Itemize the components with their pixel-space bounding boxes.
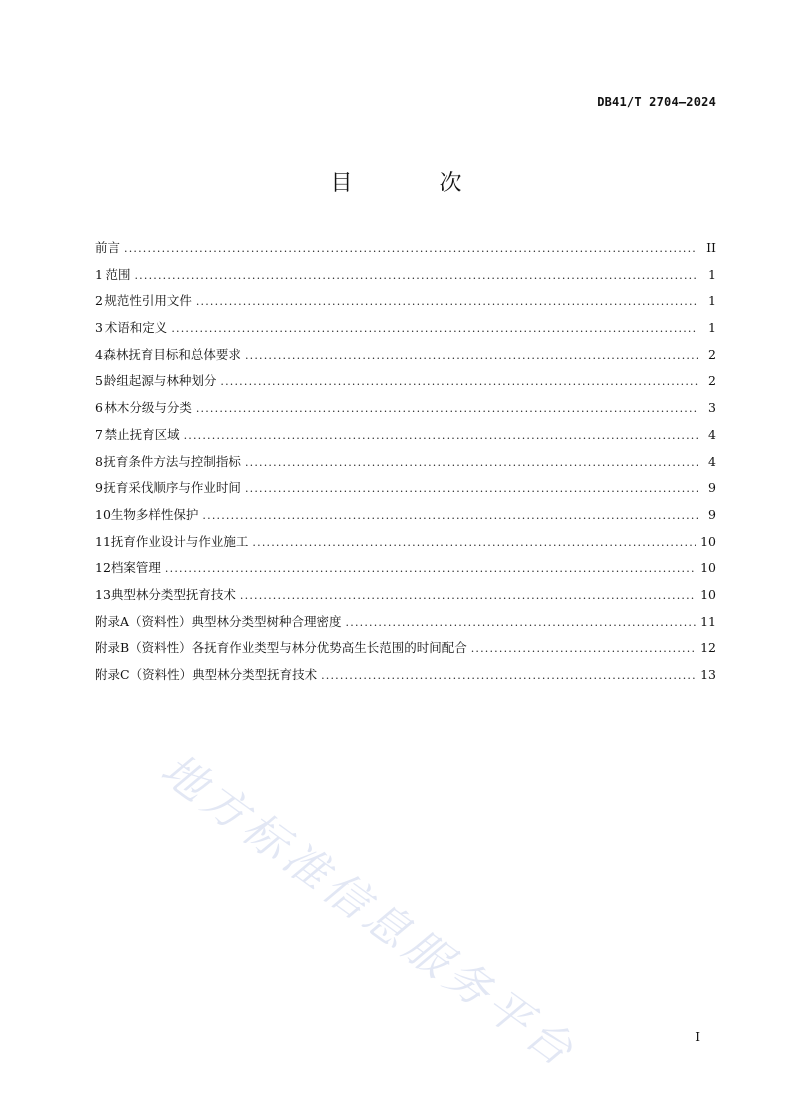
page-number: I — [695, 1030, 700, 1044]
toc-entry-page: 9 — [708, 480, 716, 496]
toc-entry[interactable] — [95, 425, 716, 452]
toc-entry-label: 各抚育作业类型与林分优势高生长范围的时间配合 — [191, 640, 467, 656]
toc-entry-page: 1 — [708, 320, 716, 336]
toc-entry-label: 森林抚育目标和总体要求 — [103, 346, 241, 362]
toc-entry-page: 10 — [700, 586, 716, 602]
toc-entry-page: 9 — [708, 506, 716, 522]
dot-leader — [165, 562, 696, 575]
toc-entry[interactable] — [95, 398, 716, 425]
dot-leader — [252, 536, 696, 549]
toc-entry-number: 3 — [95, 320, 103, 336]
toc-entry-number: 附录B（资料性） — [95, 640, 192, 656]
toc-entry-page: 1 — [708, 293, 716, 309]
dot-leader — [184, 429, 698, 442]
dot-leader — [171, 322, 698, 335]
toc-entry-label: 抚育采伐顺序与作业时间 — [103, 480, 241, 496]
toc-entry-label: 规范性引用文件 — [104, 293, 192, 309]
dot-leader — [202, 509, 698, 522]
toc-entry-page: 10 — [700, 560, 716, 576]
toc-entry-number: 5 — [95, 373, 103, 389]
toc-entry-page: 3 — [708, 400, 716, 416]
toc-entry-page: 4 — [708, 453, 716, 469]
toc-entry-page: 10 — [700, 533, 716, 549]
toc-entry-label: 禁止抚育区域 — [104, 426, 180, 442]
dot-leader — [245, 349, 698, 362]
watermark: 地方标准信息服务平台 — [151, 743, 587, 1080]
dot-leader — [471, 642, 696, 655]
toc-entry-label: 生物多样性保护 — [110, 506, 199, 522]
toc-entry[interactable] — [95, 638, 716, 665]
toc-entry-label: 典型林分类型抚育技术 — [110, 586, 236, 602]
toc-entry-label: 抚育条件方法与控制指标 — [103, 453, 241, 469]
toc-entry[interactable] — [95, 265, 716, 292]
toc-entry[interactable] — [95, 532, 716, 559]
toc-entry[interactable] — [95, 238, 716, 265]
toc-entry-number: 4 — [95, 346, 103, 362]
page-title: 目 次 — [330, 171, 502, 196]
toc-entry-label: 林木分级与分类 — [104, 400, 192, 416]
toc-entry-number: 6 — [95, 400, 103, 416]
dot-leader — [321, 669, 696, 682]
dot-leader — [245, 456, 698, 469]
toc-entry[interactable] — [95, 478, 716, 505]
toc-entry[interactable] — [95, 558, 716, 585]
toc-entry-page: 2 — [708, 373, 716, 389]
toc-entry-number: 13 — [95, 586, 111, 602]
toc-entry[interactable] — [95, 585, 716, 612]
toc-entry-page: 2 — [708, 346, 716, 362]
toc-entry[interactable] — [95, 345, 716, 372]
toc-entry-page: 11 — [700, 613, 716, 629]
dot-leader — [134, 269, 698, 282]
toc-entry-label: 档案管理 — [110, 560, 161, 576]
toc-entry-page: II — [706, 240, 716, 255]
dot-leader — [245, 482, 698, 495]
toc-entry-label: 抚育作业设计与作业施工 — [110, 533, 249, 549]
dot-leader — [124, 242, 698, 255]
dot-leader — [196, 402, 698, 415]
toc-entry-page: 12 — [700, 640, 716, 656]
toc-entry-number: 7 — [95, 426, 103, 442]
toc-entry-number: 10 — [95, 506, 111, 522]
toc-entry-number: 9 — [95, 480, 103, 496]
toc-entry-number: 11 — [95, 533, 111, 549]
standard-code: DB41/T 2704—2024 — [597, 95, 716, 109]
toc-entry-number: 12 — [95, 560, 111, 576]
toc-entry-label: 范围 — [105, 266, 131, 282]
toc-entry-number: 1 — [95, 266, 103, 282]
toc-entry[interactable] — [95, 665, 716, 692]
dot-leader — [220, 375, 698, 388]
toc-entry[interactable] — [95, 612, 716, 639]
dot-leader — [346, 616, 697, 629]
toc-entry-label: 典型林分类型抚育技术 — [192, 667, 318, 682]
toc-entry-number: 附录A（资料性） — [95, 613, 192, 629]
toc-entry[interactable] — [95, 505, 716, 532]
dot-leader — [240, 589, 696, 602]
toc-entry[interactable] — [95, 291, 716, 318]
toc-entry-number: 2 — [95, 293, 103, 309]
toc-entry[interactable] — [95, 318, 716, 345]
toc-entry-label: 龄组起源与林种划分 — [103, 373, 217, 389]
toc-entry-label: 前言 — [95, 240, 121, 255]
dot-leader — [196, 295, 698, 308]
toc-entry-label: 典型林分类型树种合理密度 — [191, 613, 342, 629]
toc-entry-page: 4 — [708, 426, 716, 442]
table-of-contents — [95, 238, 716, 692]
toc-entry-number: 8 — [95, 453, 103, 469]
toc-entry-number: 附录C（资料性） — [95, 667, 193, 682]
toc-entry-label: 术语和定义 — [104, 320, 168, 336]
toc-entry[interactable] — [95, 452, 716, 479]
toc-entry-page: 1 — [708, 266, 716, 282]
toc-entry-page: 13 — [700, 667, 716, 682]
toc-entry[interactable] — [95, 371, 716, 398]
